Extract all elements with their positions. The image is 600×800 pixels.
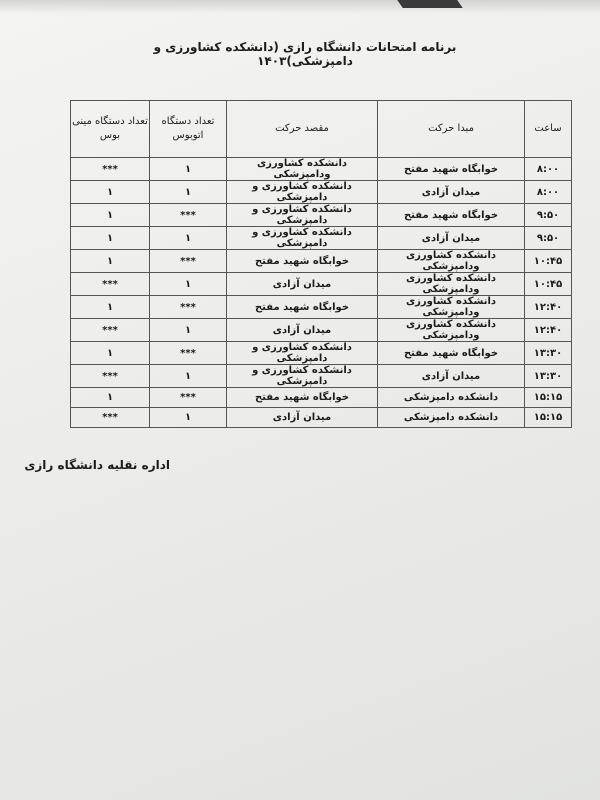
cell-bus-count: ***	[150, 296, 227, 319]
table-row	[71, 365, 572, 388]
cell-minibus-count: ***	[71, 365, 150, 388]
cell-time: ۸:۰۰	[525, 181, 572, 204]
cell-minibus-count: ***	[71, 408, 150, 428]
cell-minibus-count: ۱	[71, 388, 150, 408]
header-row	[71, 101, 572, 158]
cell-bus-count: ۱	[150, 273, 227, 296]
header-minibus-count: تعداد دستگاه مینی بوس	[71, 101, 150, 158]
cell-bus-count: ***	[150, 204, 227, 227]
cell-origin: میدان آزادی	[378, 181, 525, 204]
cell-destination: دانشکده کشاورزی و دامپزشکی	[227, 181, 378, 204]
cell-origin: دانشکده کشاورزی ودامپزشکی	[378, 273, 525, 296]
cell-destination: میدان آزادی	[227, 273, 378, 296]
cell-time: ۹:۵۰	[525, 227, 572, 250]
cell-minibus-count: ***	[71, 158, 150, 181]
cell-time: ۱۰:۴۵	[525, 250, 572, 273]
table-row	[71, 227, 572, 250]
table-row	[71, 388, 572, 408]
cell-minibus-count: ۱	[71, 250, 150, 273]
cell-minibus-count: ۱	[71, 204, 150, 227]
cell-origin: خوابگاه شهید مفتح	[378, 158, 525, 181]
cell-bus-count: ۱	[150, 158, 227, 181]
cell-origin: دانشکده کشاورزی ودامپزشکی	[378, 319, 525, 342]
cell-time: ۱۳:۳۰	[525, 342, 572, 365]
cell-origin: دانشکده کشاورزی ودامپزشکی	[378, 296, 525, 319]
table-row	[71, 158, 572, 181]
header-destination: مقصد حرکت	[227, 101, 378, 158]
cell-bus-count: ۱	[150, 181, 227, 204]
cell-time: ۱۰:۴۵	[525, 273, 572, 296]
cell-origin: دانشکده دامپزشکی	[378, 408, 525, 428]
cell-destination: دانشکده کشاورزی ودامپزشکی	[227, 158, 378, 181]
cell-minibus-count: ***	[71, 273, 150, 296]
header-time: ساعت	[525, 101, 572, 158]
issuer-label: اداره نقلیه دانشگاه رازی	[24, 458, 170, 472]
table-row	[71, 273, 572, 296]
table-row	[71, 319, 572, 342]
cell-destination: دانشکده کشاورزی و دامپزشکی	[227, 365, 378, 388]
table-row	[71, 296, 572, 319]
cell-time: ۹:۵۰	[525, 204, 572, 227]
table-header	[71, 101, 572, 158]
cell-minibus-count: ***	[71, 319, 150, 342]
table-row	[71, 408, 572, 428]
cell-time: ۸:۰۰	[525, 158, 572, 181]
table-row	[71, 342, 572, 365]
cell-destination: خوابگاه شهید مفتح	[227, 388, 378, 408]
cell-destination: خوابگاه شهید مفتح	[227, 296, 378, 319]
cell-minibus-count: ۱	[71, 296, 150, 319]
cell-minibus-count: ۱	[71, 342, 150, 365]
photo-corner-object	[397, 0, 463, 8]
header-origin: مبدا حرکت	[378, 101, 525, 158]
cell-bus-count: ۱	[150, 227, 227, 250]
cell-minibus-count: ۱	[71, 181, 150, 204]
cell-destination: خوابگاه شهید مفتح	[227, 250, 378, 273]
cell-destination: دانشکده کشاورزی و دامپزشکی	[227, 204, 378, 227]
cell-origin: میدان آزادی	[378, 365, 525, 388]
document-title: برنامه امتحانات دانشگاه رازی (دانشکده کشاورزی و دامپزشکی)۱۴۰۳	[153, 40, 457, 68]
cell-time: ۱۵:۱۵	[525, 408, 572, 428]
schedule-table	[70, 100, 572, 428]
cell-bus-count: ۱	[150, 365, 227, 388]
cell-origin: خوابگاه شهید مفتح	[378, 204, 525, 227]
cell-destination: دانشکده کشاورزی و دامپزشکی	[227, 227, 378, 250]
cell-destination: میدان آزادی	[227, 408, 378, 428]
table-row	[71, 181, 572, 204]
cell-bus-count: ***	[150, 342, 227, 365]
header-bus-count: تعداد دستگاه اتوبوس	[150, 101, 227, 158]
table-row	[71, 204, 572, 227]
cell-origin: میدان آزادی	[378, 227, 525, 250]
table-body	[71, 158, 572, 428]
cell-origin: خوابگاه شهید مفتح	[378, 342, 525, 365]
cell-bus-count: ۱	[150, 319, 227, 342]
cell-time: ۱۳:۳۰	[525, 365, 572, 388]
cell-bus-count: ***	[150, 388, 227, 408]
cell-bus-count: ۱	[150, 408, 227, 428]
photo-edge-shadow	[0, 0, 600, 14]
cell-destination: دانشکده کشاورزی و دامپزشکی	[227, 342, 378, 365]
cell-time: ۱۵:۱۵	[525, 388, 572, 408]
cell-minibus-count: ۱	[71, 227, 150, 250]
cell-bus-count: ***	[150, 250, 227, 273]
cell-origin: دانشکده کشاورزی ودامپزشکی	[378, 250, 525, 273]
cell-time: ۱۲:۴۰	[525, 319, 572, 342]
cell-origin: دانشکده دامپزشکی	[378, 388, 525, 408]
cell-destination: میدان آزادی	[227, 319, 378, 342]
cell-time: ۱۲:۴۰	[525, 296, 572, 319]
table-row	[71, 250, 572, 273]
